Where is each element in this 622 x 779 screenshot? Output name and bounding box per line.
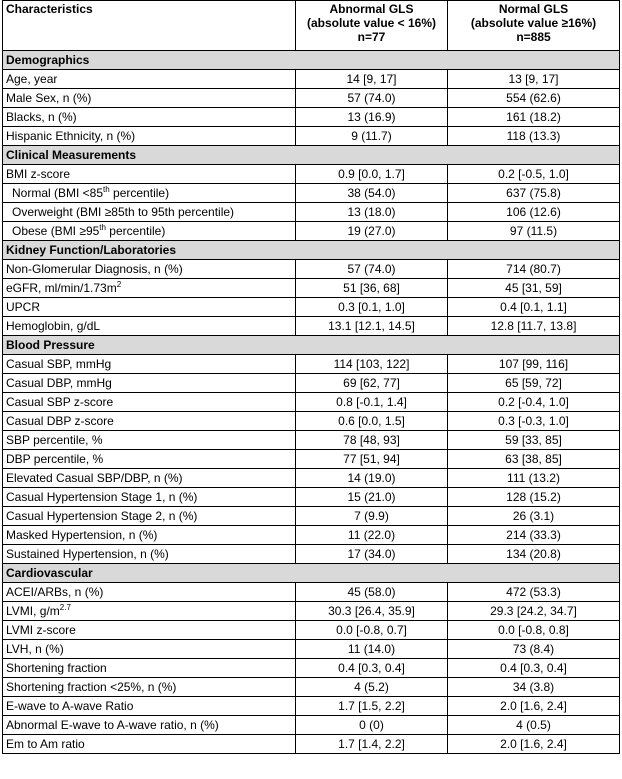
table-row	[3, 89, 620, 108]
abnormal-gls-value: 0.0 [-0.8, 0.7]	[296, 621, 448, 640]
table-row	[3, 735, 620, 754]
abnormal-gls-value: 11 (22.0)	[296, 526, 448, 545]
abnormal-gls-value: 0.9 [0.0, 1.7]	[296, 165, 448, 184]
section-header-row	[3, 241, 620, 260]
table-row	[3, 659, 620, 678]
characteristics-table-container	[2, 0, 619, 754]
characteristic-label: Shortening fraction <25%, n (%)	[3, 678, 296, 697]
normal-gls-value: 2.0 [1.6, 2.4]	[448, 697, 620, 716]
characteristic-label: BMI z-score	[3, 165, 296, 184]
characteristic-label: Em to Am ratio	[3, 735, 296, 754]
characteristic-label: eGFR, $ml/\min/1.73m^2$	[3, 279, 296, 298]
abnormal-gls-value: 30.3 [26.4, 35.9]	[296, 602, 448, 621]
table-row	[3, 393, 620, 412]
header-abnormal-gls: Abnormal GLS (absolute value < 16%) n=77	[296, 1, 448, 51]
normal-gls-value: 34 (3.8)	[448, 678, 620, 697]
table-row	[3, 203, 620, 222]
table-row	[3, 374, 620, 393]
characteristic-label: Blacks, n (%)	[3, 108, 296, 127]
characteristic-label: Abnormal E-wave to A-wave ratio, n (%)	[3, 716, 296, 735]
normal-gls-value: 4 (0.5)	[448, 716, 620, 735]
abnormal-gls-value: 38 (54.0)	[296, 184, 448, 203]
abnormal-gls-value: 78 [48, 93]	[296, 431, 448, 450]
characteristic-label: Hispanic Ethnicity, n (%)	[3, 127, 296, 146]
table-row	[3, 545, 620, 564]
normal-gls-value: 73 (8.4)	[448, 640, 620, 659]
table-row	[3, 108, 620, 127]
table-row	[3, 279, 620, 298]
abnormal-gls-value: 1.7 [1.4, 2.2]	[296, 735, 448, 754]
abnormal-gls-value: 1.7 [1.5, 2.2]	[296, 697, 448, 716]
table-row	[3, 298, 620, 317]
table-row	[3, 697, 620, 716]
characteristic-label: Casual SBP z-score	[3, 393, 296, 412]
table-row	[3, 716, 620, 735]
abnormal-gls-value: 57 (74.0)	[296, 260, 448, 279]
abnormal-gls-value: 57 (74.0)	[296, 89, 448, 108]
table-row	[3, 165, 620, 184]
normal-gls-value: 29.3 [24.2, 34.7]	[448, 602, 620, 621]
normal-gls-value: 0.2 [-0.5, 1.0]	[448, 165, 620, 184]
abnormal-gls-value: 51 [36, 68]	[296, 279, 448, 298]
characteristic-label: Overweight (BMI ≥85th to 95th percentile)	[3, 203, 296, 222]
section-title: Clinical Measurements	[3, 146, 620, 165]
abnormal-gls-value: 9 (11.7)	[296, 127, 448, 146]
table-row	[3, 260, 620, 279]
table-row	[3, 526, 620, 545]
table-row	[3, 621, 620, 640]
normal-gls-value: 0.4 [0.3, 0.4]	[448, 659, 620, 678]
normal-gls-value: 12.8 [11.7, 13.8]	[448, 317, 620, 336]
abnormal-gls-value: 69 [62, 77]	[296, 374, 448, 393]
table-header-row	[3, 1, 620, 51]
characteristic-label: Casual DBP, mmHg	[3, 374, 296, 393]
table-row	[3, 355, 620, 374]
characteristic-label: Elevated Casual SBP/DBP, n (%)	[3, 469, 296, 488]
section-header-row	[3, 564, 620, 583]
characteristic-label: Hemoglobin, g/dL	[3, 317, 296, 336]
table-row	[3, 488, 620, 507]
characteristic-label: E-wave to A-wave Ratio	[3, 697, 296, 716]
abnormal-gls-value: 11 (14.0)	[296, 640, 448, 659]
characteristic-label: Casual Hypertension Stage 2, n (%)	[3, 507, 296, 526]
characteristic-label: LVH, n (%)	[3, 640, 296, 659]
section-title: Cardiovascular	[3, 564, 620, 583]
normal-gls-value: 26 (3.1)	[448, 507, 620, 526]
table-row	[3, 431, 620, 450]
normal-gls-value: 45 [31, 59]	[448, 279, 620, 298]
characteristics-table	[2, 0, 620, 754]
section-header-row	[3, 51, 620, 70]
abnormal-gls-value: 77 [51, 94]	[296, 450, 448, 469]
table-body	[3, 51, 620, 754]
table-row	[3, 583, 620, 602]
table-row	[3, 222, 620, 241]
normal-gls-value: 13 [9, 17]	[448, 70, 620, 89]
normal-gls-value: 214 (33.3)	[448, 526, 620, 545]
abnormal-gls-value: 7 (9.9)	[296, 507, 448, 526]
abnormal-gls-value: 19 (27.0)	[296, 222, 448, 241]
table-row	[3, 184, 620, 203]
abnormal-gls-value: 0.4 [0.3, 0.4]	[296, 659, 448, 678]
table-row	[3, 450, 620, 469]
characteristic-label: SBP percentile, %	[3, 431, 296, 450]
section-title: Kidney Function/Laboratories	[3, 241, 620, 260]
normal-gls-value: 134 (20.8)	[448, 545, 620, 564]
abnormal-gls-value: 0.6 [0.0, 1.5]	[296, 412, 448, 431]
table-row	[3, 127, 620, 146]
table-row	[3, 678, 620, 697]
abnormal-gls-value: 17 (34.0)	[296, 545, 448, 564]
abnormal-gls-value: 0 (0)	[296, 716, 448, 735]
abnormal-gls-value: 0.3 [0.1, 1.0]	[296, 298, 448, 317]
normal-gls-value: 63 [38, 85]	[448, 450, 620, 469]
normal-gls-value: 111 (13.2)	[448, 469, 620, 488]
normal-gls-value: 97 (11.5)	[448, 222, 620, 241]
normal-gls-value: 554 (62.6)	[448, 89, 620, 108]
abnormal-gls-value: 0.8 [-0.1, 1.4]	[296, 393, 448, 412]
normal-gls-value: 118 (13.3)	[448, 127, 620, 146]
normal-gls-value: 65 [59, 72]	[448, 374, 620, 393]
normal-gls-value: 106 (12.6)	[448, 203, 620, 222]
abnormal-gls-value: 13 (16.9)	[296, 108, 448, 127]
characteristic-label: Masked Hypertension, n (%)	[3, 526, 296, 545]
table-row	[3, 469, 620, 488]
normal-gls-value: 128 (15.2)	[448, 488, 620, 507]
abnormal-gls-value: 45 (58.0)	[296, 583, 448, 602]
table-row	[3, 317, 620, 336]
abnormal-gls-value: 13.1 [12.1, 14.5]	[296, 317, 448, 336]
section-header-row	[3, 336, 620, 355]
abnormal-gls-value: 4 (5.2)	[296, 678, 448, 697]
characteristic-label: Non-Glomerular Diagnosis, n (%)	[3, 260, 296, 279]
abnormal-gls-value: 13 (18.0)	[296, 203, 448, 222]
normal-gls-value: 0.3 [-0.3, 1.0]	[448, 412, 620, 431]
table-row	[3, 640, 620, 659]
normal-gls-value: 2.0 [1.6, 2.4]	[448, 735, 620, 754]
abnormal-gls-value: 15 (21.0)	[296, 488, 448, 507]
abnormal-gls-value: 14 (19.0)	[296, 469, 448, 488]
normal-gls-value: 107 [99, 116]	[448, 355, 620, 374]
characteristic-label: LVMI, $g/m^{2.7}$	[3, 602, 296, 621]
characteristic-label: ACEI/ARBs, n (%)	[3, 583, 296, 602]
header-characteristics: Characteristics	[3, 1, 296, 51]
normal-gls-value: 637 (75.8)	[448, 184, 620, 203]
characteristic-label: Casual DBP z-score	[3, 412, 296, 431]
characteristic-label: Sustained Hypertension, n (%)	[3, 545, 296, 564]
normal-gls-value: 472 (53.3)	[448, 583, 620, 602]
normal-gls-value: 59 [33, 85]	[448, 431, 620, 450]
section-header-row	[3, 146, 620, 165]
characteristic-label: Age, year	[3, 70, 296, 89]
normal-gls-value: 161 (18.2)	[448, 108, 620, 127]
normal-gls-value: 0.4 [0.1, 1.1]	[448, 298, 620, 317]
characteristic-label: Casual SBP, mmHg	[3, 355, 296, 374]
characteristic-label: Normal (BMI <85th percentile)	[3, 184, 296, 203]
characteristic-label: LVMI z-score	[3, 621, 296, 640]
characteristic-label: Casual Hypertension Stage 1, n (%)	[3, 488, 296, 507]
abnormal-gls-value: 14 [9, 17]	[296, 70, 448, 89]
table-row	[3, 507, 620, 526]
header-normal-gls: Normal GLS (absolute value ≥16%) n=885	[448, 1, 620, 51]
abnormal-gls-value: 114 [103, 122]	[296, 355, 448, 374]
table-row	[3, 602, 620, 621]
normal-gls-value: 0.2 [-0.4, 1.0]	[448, 393, 620, 412]
normal-gls-value: 0.0 [-0.8, 0.8]	[448, 621, 620, 640]
characteristic-label: Shortening fraction	[3, 659, 296, 678]
characteristic-label: DBP percentile, %	[3, 450, 296, 469]
table-row	[3, 412, 620, 431]
characteristic-label: UPCR	[3, 298, 296, 317]
characteristic-label: Obese (BMI ≥95th percentile)	[3, 222, 296, 241]
table-row	[3, 70, 620, 89]
characteristic-label: Male Sex, n (%)	[3, 89, 296, 108]
section-title: Blood Pressure	[3, 336, 620, 355]
section-title: Demographics	[3, 51, 620, 70]
normal-gls-value: 714 (80.7)	[448, 260, 620, 279]
